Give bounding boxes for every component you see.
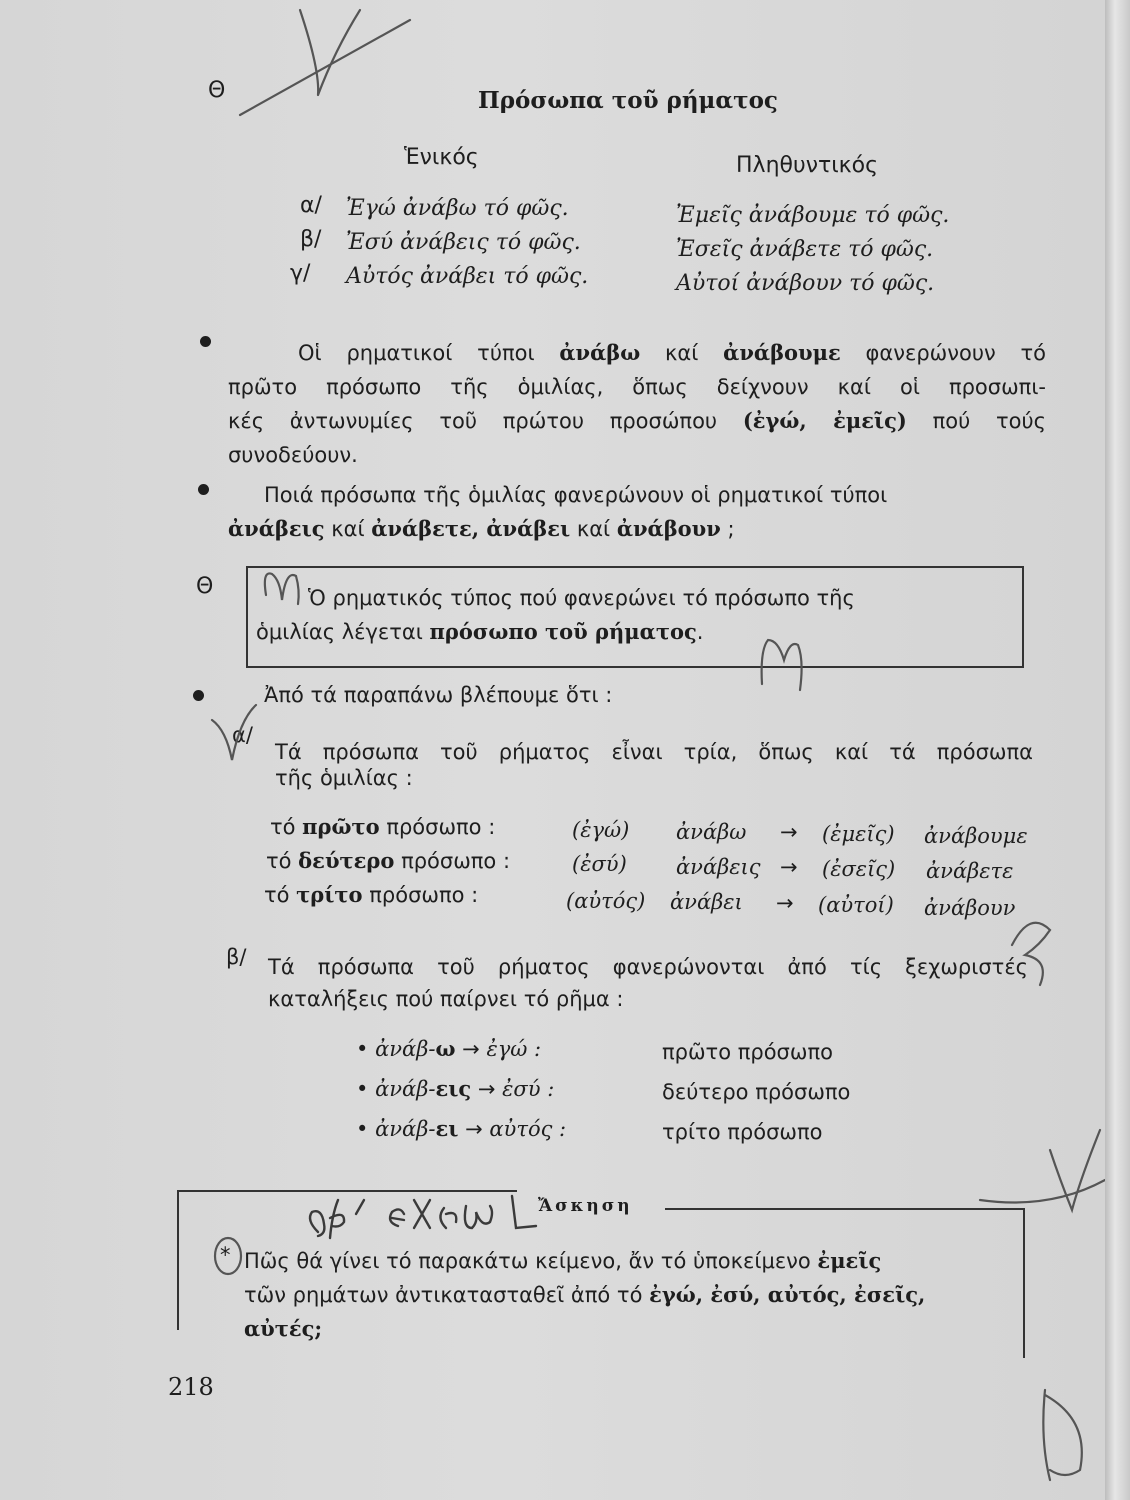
- arrow-icon: →: [780, 855, 798, 879]
- section-intro: Ἀπό τά παραπάνω βλέπουμε ὅτι :: [264, 683, 613, 707]
- person-row: τό πρῶτο πρόσωπο :: [270, 814, 496, 839]
- plural-form: Αὐτοί ἀνάβουν τό φῶς.: [676, 271, 935, 296]
- textbook-page: Θ Πρόσωπα τοῦ ρήματος Ἑνικός Πληθυντικός α/ Ἐγώ ἀνάβω τό φῶς. Ἐμεῖς ἀνάβουμε τό φῶς. β/ Ἐσύ ἀνάβεις τό φῶς. Ἐσεῖς ἀνάβετε τό φῶς. γ/ Αὐτός ἀνάβει τό φῶς. Αὐτοί ἀνάβουν τό φῶς. Οἱ ρηματικοί τύποι ἀνάβω καί ἀνάβουμε φανερώνουν τό πρῶτο πρόσωπο τῆς ὁμιλίας, ὅπως δείχνουν καί οἱ προσωπι- κές ἀντωνυμίες τοῦ πρώτου προσώπου (ἐγώ, ἐμεῖς) πού τούς συνοδεύουν. Ποιά πρόσωπα τῆς ὁμιλίας φανερώνουν οἱ ρηματικοί τύποι ἀνάβεις καί ἀνάβετε, ἀνάβει καί ἀνάβουν ; Θ Ὁ ρηματικός τύπος πού φανερώνει τό πρόσωπο τῆς ὁμιλίας λέγεται πρόσωπο τοῦ ρήματος. Ἀπό τά παραπάνω βλέπουμε ὅτι : α/ Τά πρόσωπα τοῦ ρήματος εἶναι τρία, ὅπως καί τά πρόσωπα τῆς ὁμιλίας : τό πρῶτο πρόσωπο : (ἐγώ) ἀνάβω → (ἐμεῖς) ἀνάβουμε τό δεύτερο πρόσωπο : (ἐσύ) ἀνάβεις → (ἐσεῖς) ἀνάβετε τό τρίτο πρόσωπο : (αὐτός) ἀνάβει → (αὐτοί) ἀνάβουν β/ Τά πρόσωπα τοῦ ρήματος φανερώνονται ἀπό τίς ξεχωριστές καταλήξεις πού παίρνει τό ρῆμα : • ἀνάβ-ω → ἐγώ : πρῶτο πρόσωπο • ἀνάβ-εις → ἐσύ : δεύτερο πρόσωπο • ἀνάβ-ει → αὐτός : τρίτο πρόσωπο Ἄσκηση * Πῶς θά γίνει τό παρακάτω κείμενο, ἄν τό ὑποκείμενο ἐμεῖς τῶν ρημάτων ἀντικατασταθεῖ ἀπό τό ἐγώ, ἐσύ, αὐτός, ἐσεῖς, αὐτές; 218: [0, 0, 1105, 1500]
- exercise-frame: [1023, 1208, 1025, 1358]
- point-a-text: τῆς ὁμιλίας :: [275, 766, 413, 790]
- singular-form: Αὐτός ἀνάβει τό φῶς.: [346, 264, 589, 289]
- plural-form: Ἐμεῖς ἀνάβουμε τό φῶς.: [676, 203, 950, 228]
- bullet-icon: [200, 336, 211, 347]
- plural-form: Ἐσεῖς ἀνάβετε τό φῶς.: [676, 237, 934, 262]
- person-row: τό τρίτο πρόσωπο :: [264, 882, 479, 907]
- ending-row: • ἀνάβ-ει → αὐτός :: [356, 1116, 567, 1141]
- row-label: γ/: [290, 261, 311, 286]
- ending-row: • ἀνάβ-ω → ἐγώ :: [356, 1036, 542, 1061]
- point-b-label: β/: [226, 945, 247, 969]
- arrow-icon: →: [776, 891, 794, 915]
- page-number: 218: [168, 1373, 214, 1401]
- point-a-label: α/: [232, 723, 253, 747]
- page-title: Πρόσωπα τοῦ ρήματος: [478, 87, 778, 114]
- point-b-text: Τά πρόσωπα τοῦ ρήματος φανερώνονται ἀπό τίς ξεχωριστές: [268, 955, 1028, 979]
- arrow-icon: →: [462, 1037, 480, 1061]
- row-label: β/: [300, 227, 322, 252]
- exercise-frame: [177, 1190, 517, 1192]
- theta-marker: Θ: [208, 78, 226, 103]
- person-row: τό δεύτερο πρόσωπο :: [266, 848, 511, 873]
- page-spine: [1105, 0, 1130, 1500]
- exercise-heading: Ἄσκηση: [538, 1196, 633, 1216]
- paragraph-first-person: Οἱ ρηματικοί τύποι ἀνάβω καί ἀνάβουμε φανερώνουν τό πρῶτο πρόσωπο τῆς ὁμιλίας, ὅπως δείχνουν καί οἱ προσωπι- κές ἀντωνυμίες τοῦ πρώτου προσώπου (ἐγώ, ἐμεῖς) πού τούς συνοδεύουν.: [228, 340, 1046, 467]
- theta-marker: Θ: [196, 574, 214, 599]
- bullet-icon: [198, 484, 209, 495]
- exercise-frame: [177, 1190, 179, 1330]
- exercise-star: *: [220, 1243, 231, 1267]
- row-label: α/: [300, 193, 322, 218]
- rule-definition: Ὁ ρηματικός τύπος πού φανερώνει τό πρόσωπο τῆς ὁμιλίας λέγεται πρόσωπο τοῦ ρήματος.: [256, 586, 855, 644]
- arrow-icon: →: [465, 1117, 483, 1141]
- singular-form: Ἐσύ ἀνάβεις τό φῶς.: [346, 230, 581, 255]
- point-b-text: καταλήξεις πού παίρνει τό ρῆμα :: [268, 987, 624, 1011]
- arrow-icon: →: [780, 820, 798, 844]
- bullet-icon: [193, 690, 204, 701]
- point-a-text: Τά πρόσωπα τοῦ ρήματος εἶναι τρία, ὅπως καί τά πρόσωπα: [275, 740, 1033, 764]
- exercise-text: Πῶς θά γίνει τό παρακάτω κείμενο, ἄν τό ὑποκείμενο ἐμεῖς τῶν ρημάτων ἀντικατασταθεῖ ἀπό τό ἐγώ, ἐσύ, αὐτός, ἐσεῖς, αὐτές;: [244, 1248, 926, 1341]
- singular-form: Ἐγώ ἀνάβω τό φῶς.: [346, 196, 569, 221]
- exercise-frame: [665, 1208, 1025, 1210]
- arrow-icon: →: [477, 1077, 496, 1101]
- col-header-singular: Ἑνικός: [404, 145, 479, 170]
- paragraph-question: Ποιά πρόσωπα τῆς ὁμιλίας φανερώνουν οἱ ρηματικοί τύποι ἀνάβεις καί ἀνάβετε, ἀνάβει καί ἀνάβουν ;: [228, 483, 888, 541]
- col-header-plural: Πληθυντικός: [736, 153, 879, 178]
- ending-row: • ἀνάβ-εις → ἐσύ :: [356, 1076, 555, 1101]
